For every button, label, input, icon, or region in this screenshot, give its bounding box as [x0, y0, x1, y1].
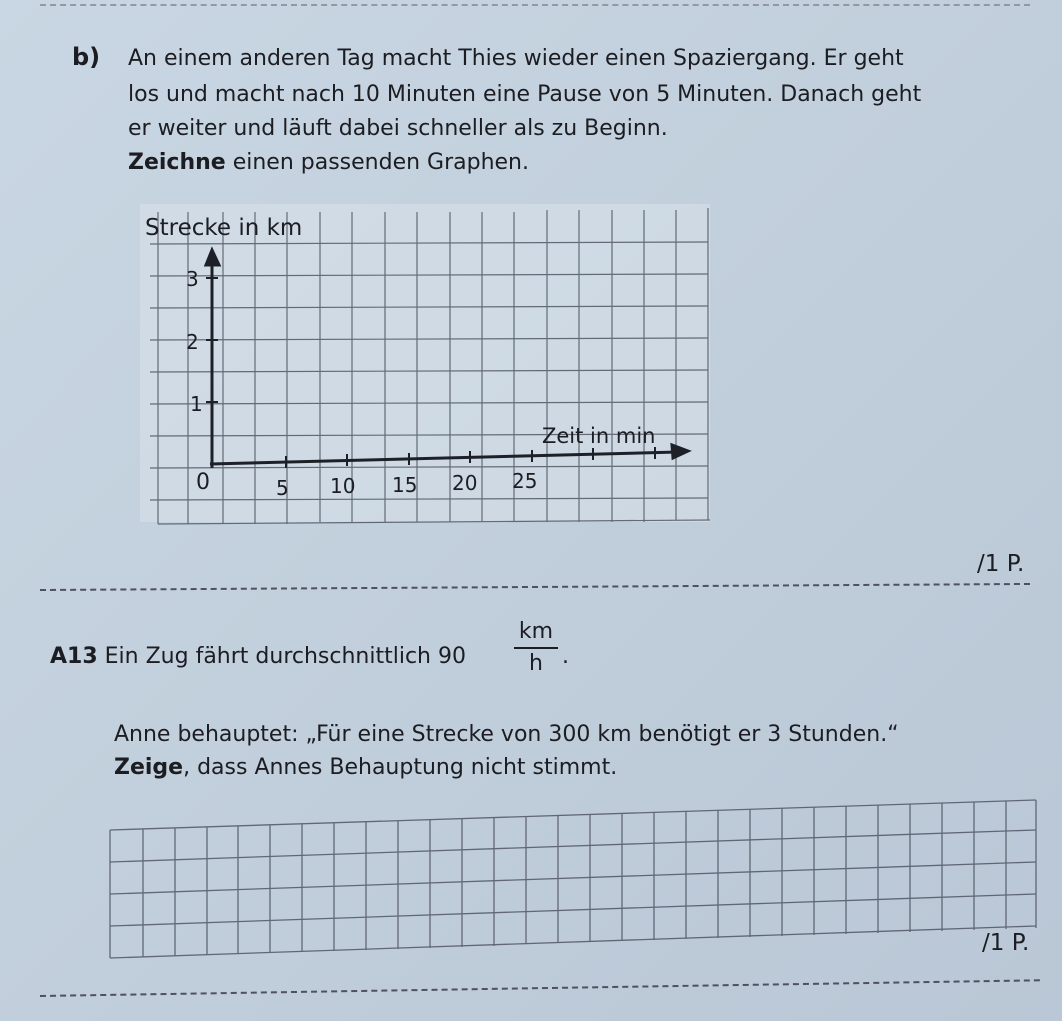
instruction-rest: einen passenden Graphen.: [225, 150, 529, 175]
task-label: b): [72, 43, 101, 71]
x-tick-10: 10: [330, 474, 356, 498]
unit-numerator: km: [518, 619, 554, 644]
x-tick-20: 20: [452, 471, 478, 495]
x-axis-label: Zeit in min: [542, 424, 656, 448]
a13-instruction-rest: , dass Annes Behauptung nicht stimmt.: [183, 755, 618, 780]
task-text-line-3: er weiter und läuft dabei schneller als zu Beginn.: [128, 116, 668, 141]
task-text-line-2: los und macht nach 10 Minuten eine Pause von 5 Minuten. Danach geht: [128, 82, 922, 107]
y-tick-2: 2: [186, 330, 199, 354]
task-text-line-1: An einem anderen Tag macht Thies wieder einen Spaziergang. Er geht: [128, 46, 904, 71]
y-axis-label: Strecke in km: [145, 215, 303, 241]
task-a13-text: Ein Zug fährt durchschnittlich 90: [104, 644, 466, 669]
x-tick-15: 15: [392, 473, 418, 497]
a13-instruction-verb: Zeige: [114, 755, 184, 780]
x-tick-5: 5: [276, 476, 289, 500]
points-task-a13: /1 P.: [982, 930, 1030, 956]
x-tick-25: 25: [512, 469, 538, 493]
task-a13-number: A13: [50, 644, 98, 669]
unit-denominator: h: [529, 651, 543, 676]
instruction-verb: Zeichne: [128, 150, 226, 175]
unit-period: .: [562, 644, 569, 669]
points-task-b: /1 P.: [977, 551, 1025, 577]
task-a13-claim: Anne behauptet: „Für eine Strecke von 300 km benötigt er 3 Stunden.“: [114, 722, 899, 747]
y-tick-1: 1: [190, 392, 203, 416]
origin-label: 0: [196, 470, 210, 495]
y-tick-3: 3: [186, 267, 199, 291]
